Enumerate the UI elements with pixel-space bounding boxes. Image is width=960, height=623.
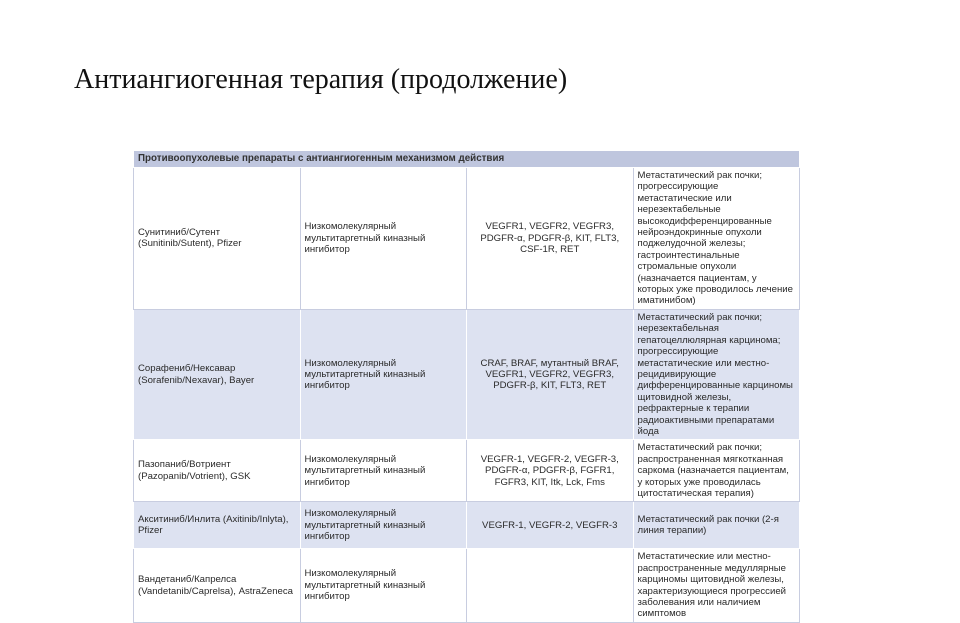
drug-targets-cell: VEGFR1, VEGFR2, VEGFR3, PDGFR-α, PDGFR-β, KIT, FLT3, CSF-1R, RET [467,168,634,310]
table-row [134,549,800,622]
drug-indication-cell: Метастатический рак почки; прогрессирующие метастатические или нерезектабельные высокодифференцированные нейроэндокринные опухоли поджелудочной железы; гастроинтестинальные стромальные опухоли (назначается пациентам, у которых уже проводилось лечение иматинибом) [633,168,800,310]
drug-indication-cell: Метастатические или местно-распространенные медуллярные карциномы щитовидной железы, характеризующиеся прогрессией заболевания или наличием симптомов [633,549,800,622]
drug-type-cell: Низкомолекулярный мультитаргетный киназный ингибитор [300,549,467,622]
table-header-row [134,151,800,168]
drug-indication-cell: Метастатический рак почки; распространенная мягкотканная саркома (назначается пациентам, у которых уже проводилась цитостатическая терапия) [633,440,800,502]
drug-name-cell: Акситиниб/Инлита (Axitinib/Inlyta), Pfizer [134,502,301,549]
drug-targets-cell [467,549,634,622]
drug-targets-cell: VEGFR-1, VEGFR-2, VEGFR-3 [467,502,634,549]
table-row [134,168,800,310]
drug-indication-cell: Метастатический рак почки (2-я линия терапии) [633,502,800,549]
drug-type-cell: Низкомолекулярный мультитаргетный киназный ингибитор [300,168,467,310]
drug-type-cell: Низкомолекулярный мультитаргетный киназный ингибитор [300,309,467,439]
drug-type-cell: Низкомолекулярный мультитаргетный киназный ингибитор [300,440,467,502]
table-row [134,309,800,439]
drug-name-cell: Пазопаниб/Вотриент (Pazopanib/Votrient), GSK [134,440,301,502]
drug-indication-cell: Метастатический рак почки; нерезектабельная гепатоцеллюлярная карцинома; прогрессирующие метастатические или местно-рецидивирующие дифференцированные карциномы щитовидной железы, рефрактерные к терапии радиоактивными препаратами йода [633,309,800,439]
table-row [134,440,800,502]
drug-name-cell: Вандетаниб/Капрелса (Vandetanib/Caprelsa), AstraZeneca [134,549,301,622]
table-header: Противоопухолевые препараты с антиангиогенным механизмом действия [134,151,800,168]
drug-name-cell: Сорафениб/Нексавар (Sorafenib/Nexavar), Bayer [134,309,301,439]
slide-title: Антиангиогенная терапия (продолжение) [74,64,568,95]
drug-name-cell: Сунитиниб/Сутент (Sunitinib/Sutent), Pfizer [134,168,301,310]
drug-targets-cell: VEGFR-1, VEGFR-2, VEGFR-3, PDGFR-α, PDGFR-β, FGFR1, FGFR3, KIT, Itk, Lck, Fms [467,440,634,502]
drug-table [133,150,800,623]
drug-targets-cell: CRAF, BRAF, мутантный BRAF, VEGFR1, VEGFR2, VEGFR3, PDGFR-β, KIT, FLT3, RET [467,309,634,439]
drug-type-cell: Низкомолекулярный мультитаргетный киназный ингибитор [300,502,467,549]
table-row [134,502,800,549]
